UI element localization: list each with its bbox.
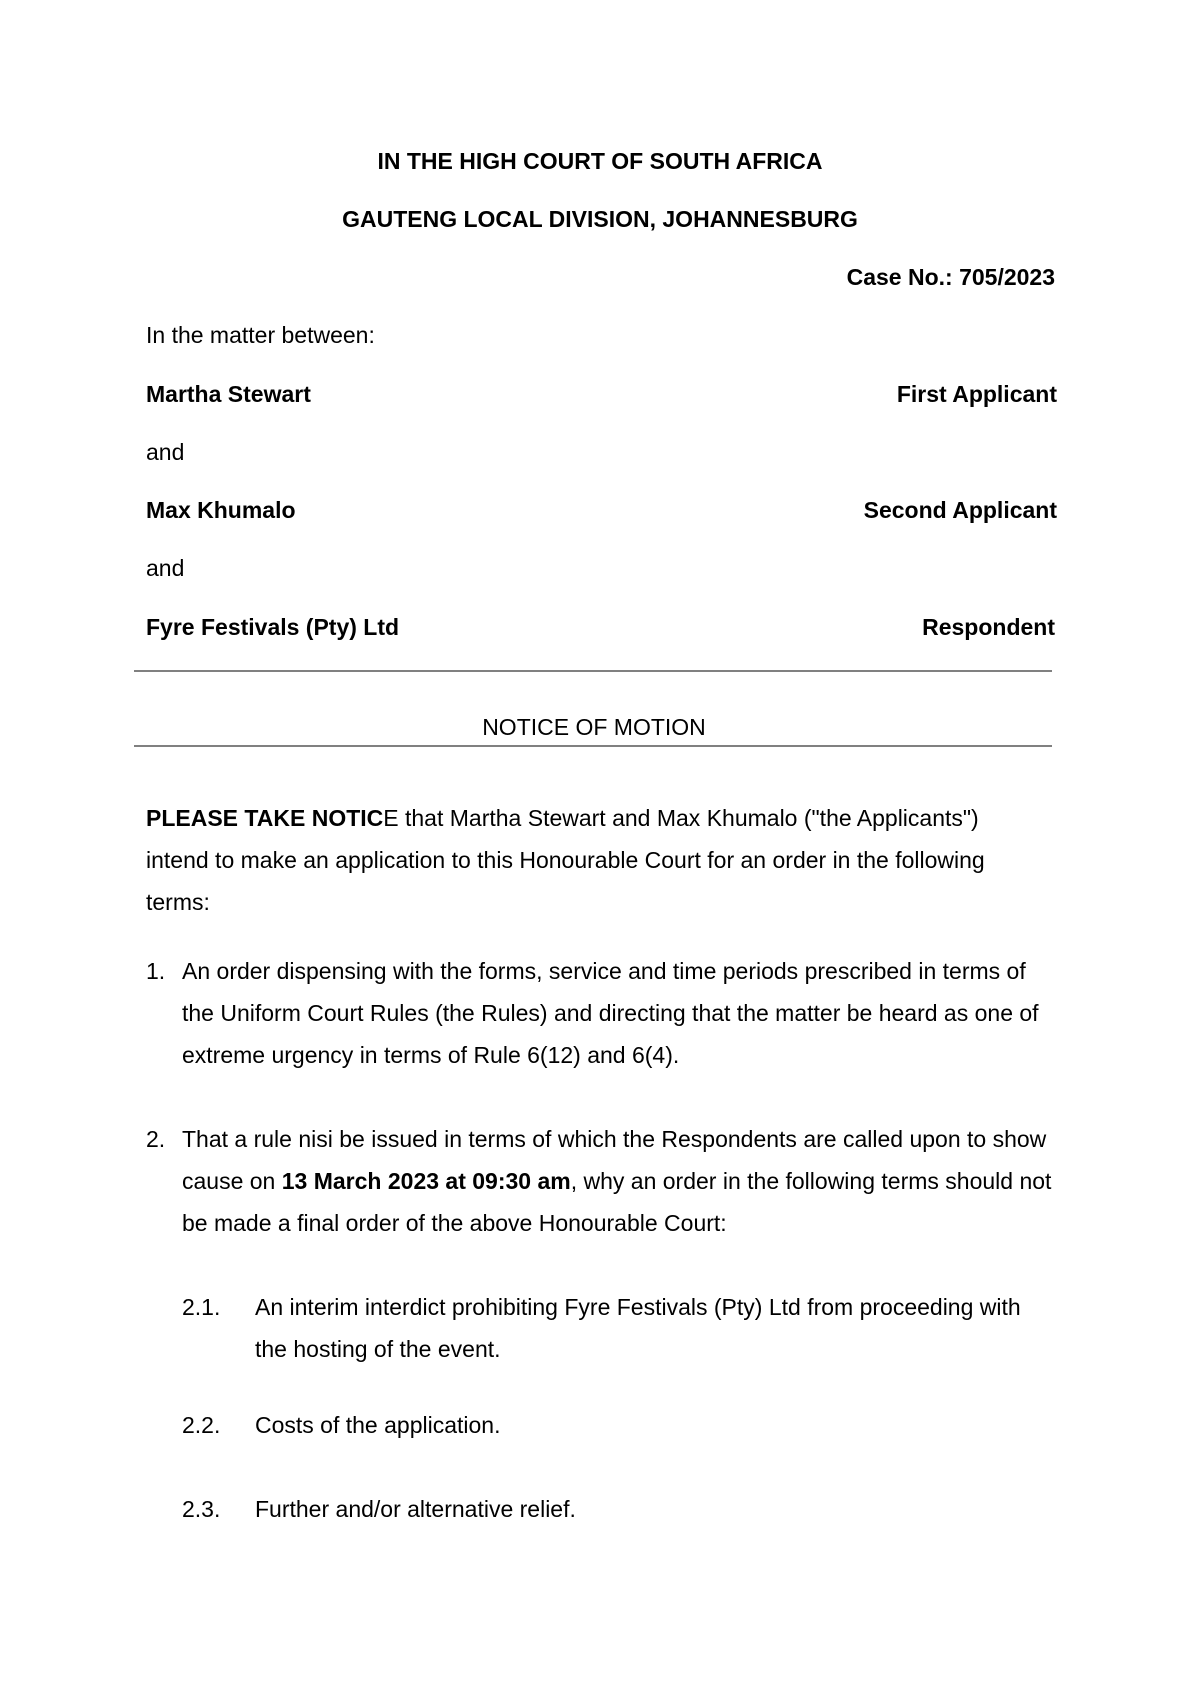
item-2-date: 13 March 2023 at 09:30 am: [281, 1168, 571, 1194]
bottom-divider: [134, 745, 1052, 747]
first-applicant-name: Martha Stewart: [146, 381, 311, 407]
case-number: Case No.: 705/2023: [846, 264, 1055, 290]
respondent-name: Fyre Festivals (Pty) Ltd: [146, 614, 400, 640]
sub-item-2-3-number: 2.3.: [182, 1496, 221, 1522]
second-applicant-role: Second Applicant: [863, 497, 1057, 523]
document-title: NOTICE OF MOTION: [482, 714, 706, 740]
item-2-text-after: , why an order in the following terms should not be made a final order of the above Honourable Court:: [182, 1168, 1052, 1236]
item-2-number: 2.: [146, 1126, 166, 1152]
item-2-text: [182, 1118, 1062, 1244]
sub-item-2-1-number: 2.1.: [182, 1294, 221, 1320]
respondent-role: Respondent: [922, 614, 1055, 640]
sub-item-2-2-text: Costs of the application.: [255, 1412, 501, 1438]
parties-intro: In the matter between:: [146, 322, 375, 348]
sub-item-2-2-number: 2.2.: [182, 1412, 221, 1438]
notice-lead: PLEASE TAKE NOTIC: [146, 805, 384, 831]
item-1-number: 1.: [146, 958, 166, 984]
and-connector-2: and: [146, 555, 185, 581]
sub-item-2-1-text: An interim interdict prohibiting Fyre Festivals (Pty) Ltd from proceeding with the hosting of the event.: [255, 1294, 1021, 1362]
notice-body: E that Martha Stewart and Max Khumalo ("the Applicants") intend to make an application to this Honourable Court for an order in the following terms:: [146, 805, 985, 915]
division-heading: GAUTENG LOCAL DIVISION, JOHANNESBURG: [342, 206, 858, 232]
court-heading: IN THE HIGH COURT OF SOUTH AFRICA: [377, 148, 823, 174]
sub-item-2-3-text: Further and/or alternative relief.: [255, 1496, 576, 1522]
second-applicant-name: Max Khumalo: [146, 497, 296, 523]
notice-paragraph: [146, 797, 1046, 923]
and-connector-1: and: [146, 439, 185, 465]
first-applicant-role: First Applicant: [896, 381, 1057, 407]
top-divider: [134, 670, 1052, 672]
item-1-text: An order dispensing with the forms, service and time periods prescribed in terms of the Uniform Court Rules (the Rules) and directing that the matter be heard as one of extreme urgency in terms of Rule 6(12) and 6(4).: [182, 958, 1039, 1068]
item-2-text-before: That a rule nisi be issued in terms of which the Respondents are called upon to show cause on: [182, 1126, 1047, 1194]
